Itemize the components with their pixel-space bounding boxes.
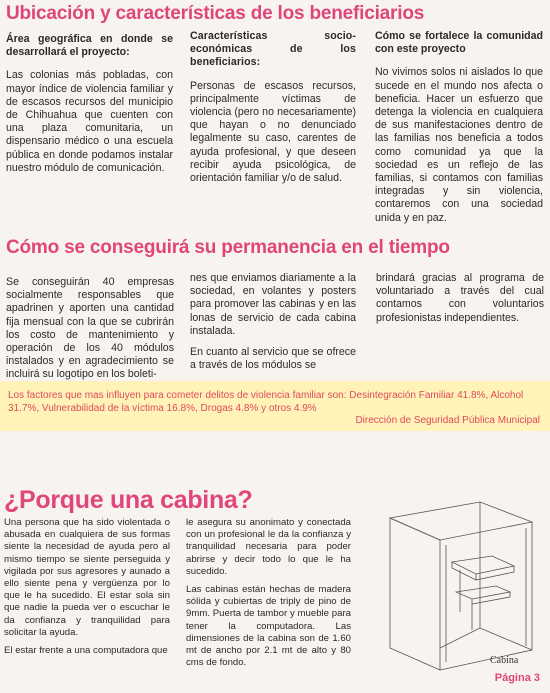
column-permanence-3 (376, 272, 544, 333)
column-body: nes que enviamos diariamente a la sociedad, en volantes y posters para promover las cabinas y en las lonas de servicio de cada cabina instalada. (190, 272, 356, 337)
cabin-back-edge (480, 502, 532, 650)
cabin-right-panel (440, 522, 532, 670)
cabin-top (390, 502, 532, 540)
column-heading: Características socio-económicas de los beneficiarios: (190, 30, 356, 69)
section-title-why-cabin: ¿Porque una cabina? (4, 486, 253, 514)
page-number: Página 3 (494, 672, 540, 684)
section-title-permanence: Cómo se conseguirá su permanencia en el tiempo (6, 237, 450, 258)
column-permanence-2 (190, 272, 356, 380)
cabin-desk (452, 556, 514, 574)
column-body: Se conseguirán 40 empresas socialmente responsables que apadrinen y aporten una cantidad fija mensual con la que se cubrirán los costo de mantenimiento y operación de los 40 módulos instalados y en agradecimiento se incluirá su logotipo en los boleti- (6, 276, 174, 381)
column-body: Las cabinas están hechas de madera sólida y cubiertas de triply de pino de 9mm. Puerta de tambor y mueble para tener la computadora. Las dimensiones de la cabina son de 1.60 mt de ancho por 2.1 mt de alto y 80 cms de fondo. (186, 584, 351, 669)
column-body: No vivimos solos ni aislados lo que sucede en el mundo nos afecta o beneficia. Hacer un esfuerzo que detenga la violencia en cualquiera de sus manifestaciones dentro de las familias nos beneficia a todos como comunidad ya que la sociedad es un reflejo de las familias, si contamos con familias integradas y sin violencia, contaremos con una sociedad unida y en paz. (375, 66, 543, 224)
column-body: Personas de escasos recursos, principalmente víctimas de violencia (pero no necesariamente) que hayan o no denunciado legalmente su caso, carentes de ayuda profesional, y que deseen recibir ayuda psicológica, de orientación familiar y/o de salud. (190, 79, 356, 185)
cabin-left-panel (390, 518, 440, 670)
column-why-cabin-1 (4, 517, 170, 663)
statistics-source: Dirección de Seguridad Pública Municipal (355, 415, 540, 426)
column-socioeconomic (190, 30, 356, 193)
illustration-caption: Cabina (490, 655, 519, 666)
column-why-cabin-2 (186, 517, 351, 675)
column-body: Una persona que ha sido violentada o abusada en cualquiera de sus formas siente la necesidad de ayuda pero al mismo tiempo se siente perseguida y vigilada por sus agresores y aunado a ello siente pena y vergüenza por lo que le ha sucedido. El estar sola sin que nadie la pueda ver o escuchar le da confianza y tranquilidad para solicitar la ayuda. (4, 517, 170, 638)
statistics-callout-text: Los factores que mas influyen para cometer delitos de violencia familiar son: Desintegración Familiar 41.8%, Alcohol 31.7%, Vulnerabilidad de la víctima 16.8%, Drogas 4.8% y otros 4.9% (8, 390, 524, 414)
column-body: Las colonias más pobladas, con mayor índice de violencia familiar y de escasos recursos del municipio de Chihuahua que cuenten con una plaza comunitaria, un dispensario médico o una escuela pública en donde podamos instalar nuestro módulo de comunicación. (6, 69, 173, 174)
column-body: En cuanto al servicio que se ofrece a través de los módulos se (190, 346, 356, 372)
column-body: brindará gracias al programa de voluntariado a través del cual contamos con voluntarios profesionistas independientes. (376, 272, 544, 324)
column-community (375, 30, 543, 233)
column-permanence-1 (6, 276, 174, 390)
section-title-beneficiaries: Ubicación y características de los beneficiarios (6, 3, 425, 24)
column-heading: Área geográfica en donde se desarrollará el proyecto: (6, 33, 173, 59)
column-body: le asegura su anonimato y conectada con un profesional le da la confianza y tranquilidad necesaria para poder abrirse y decir todo lo que le ha sucedido. (186, 517, 351, 577)
column-heading: Cómo se fortalece la comunidad con este proyecto (375, 30, 543, 56)
cabin-illustration (360, 500, 550, 675)
column-body: El estar frente a una computadora que (4, 645, 168, 657)
column-geographic-area (6, 33, 173, 183)
